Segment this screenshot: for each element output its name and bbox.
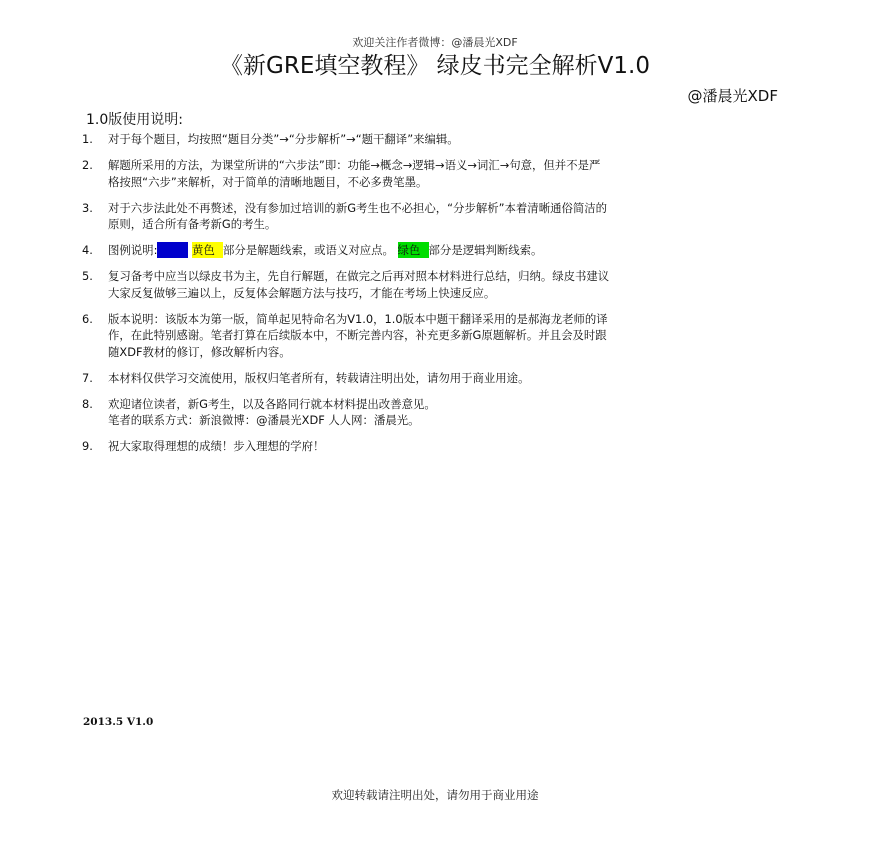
list-item-line: 对于六步法此处不再赘述，没有参加过培训的新G考生也不必担心，“分步解析”本着清晰通俗简洁的 (108, 200, 608, 215)
legend-yellow-swatch: 黄色 (192, 242, 223, 258)
list-item-line: 本材料仅供学习交流使用，版权归笔者所有，转载请注明出处，请勿用于商业用途。 (108, 370, 530, 385)
list-item-line: 大家反复做够三遍以上，反复体会解题方法与技巧，才能在考场上快速反应。 (108, 285, 496, 300)
list-item-number: 8. (82, 396, 93, 411)
list-item-number: 1. (82, 132, 93, 146)
list-item-line: 欢迎诸位读者，新G考生，以及各路同行就本材料提出改善意见。 (108, 396, 436, 411)
list-item-line: 解题所采用的方法，为课堂所讲的“六步法”即：功能→概念→逻辑→语义→词汇→句意，但并不是严 (108, 158, 601, 172)
list-item-number: 3. (82, 200, 93, 215)
list-item-line: 复习备考中应当以绿皮书为主，先自行解题，在做完之后再对照本材料进行总结，归纳。绿皮书建议 (108, 269, 610, 283)
legend-blue-swatch: 蓝色 (157, 242, 188, 258)
list-item-text (108, 370, 792, 387)
list-item-line: 对于每个题目，均按照“题目分类”→“分步解析”→“题干翻译”来编辑。 (108, 132, 459, 146)
legend-prefix: 图例说明: (108, 243, 158, 257)
list-item (82, 370, 792, 387)
list-item-number: 6. (82, 311, 93, 326)
list-item (82, 200, 792, 233)
list-item (82, 311, 792, 361)
list-item (82, 438, 792, 455)
instructions-list (82, 131, 792, 464)
contact-line: 笔者的联系方式：新浪微博：@潘晨光XDF 人人网：潘晨光。 (108, 413, 420, 427)
legend-list-item (82, 242, 792, 259)
page-footer-text: 欢迎转载请注明出处，请勿用于商业用途 (331, 788, 539, 802)
list-item-text (108, 200, 792, 233)
document-title: 《新GRE填空教程》 绿皮书完全解析V1.0 (220, 53, 650, 79)
page-header-text: 欢迎关注作者微博：@潘晨光XDF (352, 36, 518, 49)
list-item-text (108, 268, 792, 301)
list-item-number: 7. (82, 370, 93, 385)
list-item (82, 131, 792, 148)
list-item-text (108, 396, 792, 429)
author-handle: @潘晨光XDF (687, 87, 778, 105)
list-item-line: 随XDF教材的修订，修改解析内容。 (108, 344, 291, 359)
list-item-number: 9. (82, 439, 93, 453)
section-heading: 1.0版使用说明: (86, 112, 183, 128)
list-item-number: 5. (82, 269, 93, 283)
legend-green-description: 部分是逻辑判断线索。 (428, 243, 543, 257)
version-tag: 2013.5 V1.0 (83, 716, 154, 728)
list-item-text (108, 438, 792, 455)
list-item-line: 作，在此特别感谢。笔者打算在后续版本中，不断完善内容，补充更多新G原题解析。并且会及时跟 (108, 328, 607, 342)
list-item (82, 396, 792, 429)
list-item-text (108, 157, 792, 190)
legend-text (108, 242, 792, 259)
legend-blue-description: 部分是解题线索，或语义对应点。 (223, 243, 394, 257)
list-item (82, 157, 792, 190)
list-item-line: 原则，适合所有备考新G的考生。 (108, 217, 277, 231)
list-item (82, 268, 792, 301)
list-item-line: 格按照“六步”来解析，对于简单的清晰地题目，不必多费笔墨。 (108, 174, 428, 189)
list-item-text (108, 131, 792, 148)
list-item-line: 祝大家取得理想的成绩！步入理想的学府！ (108, 439, 325, 453)
legend-green-swatch: 绿色 (398, 242, 429, 258)
list-item-line: 版本说明：该版本为第一版，简单起见特命名为V1.0，1.0版本中题干翻译采用的是郝海龙老师的译 (108, 311, 608, 326)
list-item-text (108, 311, 792, 361)
list-item-number: 2. (82, 158, 93, 172)
list-item-number: 4. (82, 243, 93, 257)
